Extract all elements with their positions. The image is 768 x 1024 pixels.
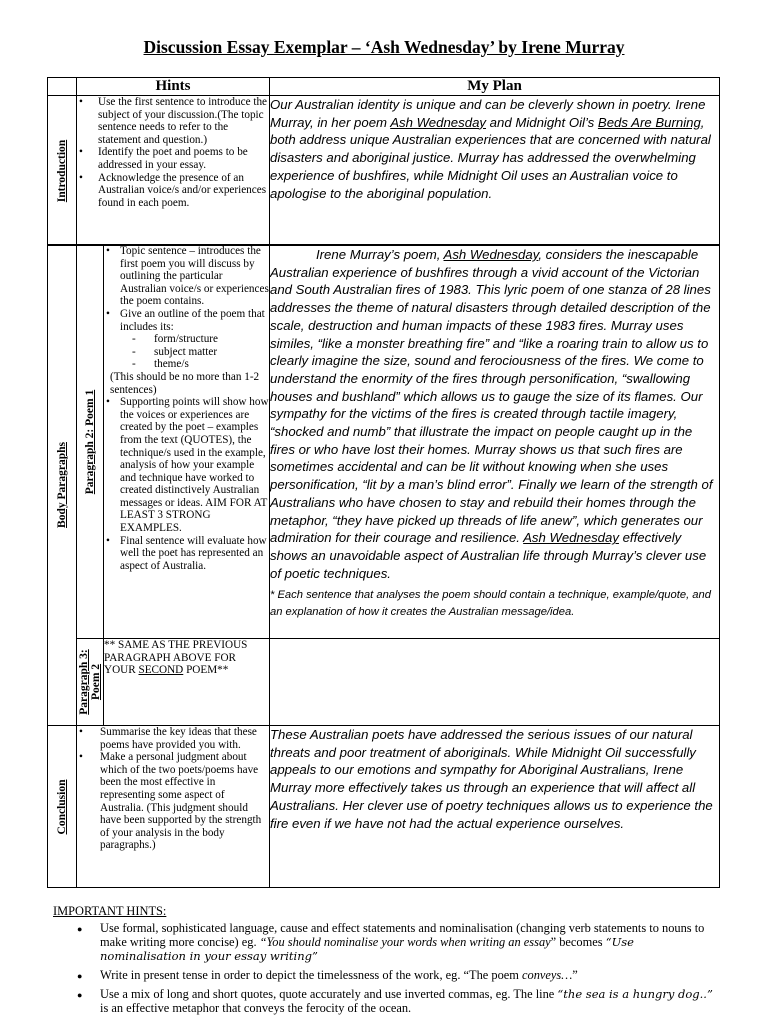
hints-header: Hints <box>77 78 270 96</box>
important-hints <box>53 904 723 1020</box>
intro-hints <box>77 96 270 246</box>
p2-row <box>48 245 720 639</box>
plan-text: , considers the inescapable Australian experience of bushfires through a vivid account of the Victorian and South Australian fires of 1983. This lyric poem of one stanza of 28 lines addresses the theme of natural disasters through detailed description of the scale, destruction and human impacts of these 1983 fires. Murray uses similes, “like a monster breathing fire” and “like a roaring train to allow us to clearly imagine the size, sound and ferociousness of the fires. We come to understand the enormity of the fires through personification, “swallowing houses and bushland” which allows us to gauge the size of its flames. Our sympathy for the victims of the fires is created through tactile imagery, “shocked and numb” that illustrate the impact on people caught up in the fires or who have lost their homes. Murray shows us that such fires are sometimes accidental and can be lit without knowing when she uses personification, “lit by a man’s blind error”. Finally we learn of the strength of Australians who have chosen to stay and rebuild their homes through the metaphor, “they have picked up threads of life anew”, which generates our admiration for their courage and resilience. <box>270 247 713 546</box>
list-item <box>53 968 723 982</box>
p3-label <box>78 649 102 714</box>
p2-label: Paragraph 2: Poem 1 <box>84 389 96 494</box>
list-item <box>53 921 723 963</box>
p3-row <box>48 639 720 726</box>
list-item-text: Give an outline of the poem that includes its: <box>120 307 265 333</box>
list-item: • Acknowledge the presence of an Australian voice/s and/or experiences found in each poem. <box>77 172 269 210</box>
conclusion-row <box>48 726 720 888</box>
hint-text: Use formal, sophisticated language, cause and effect statements and nominalisation (changing verb statements to nouns to make writing more concise) eg. <box>100 921 705 949</box>
poem-title: Ash Wednesday <box>443 247 539 262</box>
p2-label-cell <box>77 245 104 639</box>
p3-label-line: Paragraph 3: <box>78 649 90 715</box>
p3-label-line: Poem 2 <box>90 663 102 701</box>
intro-label-cell <box>48 96 77 246</box>
important-heading: IMPORTANT HINTS: <box>53 904 167 918</box>
plan-text: Irene Murray’s poem, <box>316 247 444 262</box>
list-item: • Supporting points will show how the voices or experiences are created by the poet – examples from the text (QUOTES), the technique/s used in the example, analysis of how your example and technique have worked to created distinctively Australian messages or ideas. AIM FOR AT LEAST 3 STRONG EXAMPLES. <box>104 396 269 535</box>
hint-text: Use a mix of long and short quotes, quote accurately and use inverted commas, eg. The line <box>100 987 558 1001</box>
plan-header: My Plan <box>270 78 720 96</box>
list-item: • Final sentence will evaluate how well the poet has represented an aspect of Australia. <box>104 535 269 573</box>
intro-label: Introduction <box>56 139 68 202</box>
example-quote: “Use nominalisation in your essay writing” <box>100 935 634 963</box>
hint-text: ” <box>572 968 578 982</box>
p3-label-cell <box>77 639 104 726</box>
p2-hints <box>104 245 270 639</box>
conclusion-label-cell <box>48 726 77 888</box>
example-quote: “the sea is a hungry dog..” <box>557 987 713 1001</box>
corner-cell <box>48 78 77 96</box>
plan-text: , both address unique Australian experiences that are concerned with natural disasters and aboriginal justice. Murray has addressed the overwhelming experience of bushfires, while Midnight Oil uses an Australian voice to apologise to the aboriginal population. <box>270 114 711 201</box>
header-row <box>48 78 720 96</box>
p2-plan <box>270 245 720 639</box>
hint-text: is an effective metaphor that conveys the ferocity of the ocean. <box>100 1001 412 1015</box>
p3-plan <box>270 639 720 726</box>
poem-title: Beds Are Burning <box>597 114 701 130</box>
list-item: • Make a personal judgment about which of the two poets/poems have been the most effective in representing some aspect of Australia. (This judgment should have been supported by the strength of your analysis in the body paragraphs.) <box>77 751 269 852</box>
hint-note: (This should be no more than 1-2 sentences) <box>110 370 260 396</box>
p3-hints <box>104 639 270 726</box>
body-label: Body Paragraphs <box>56 442 68 528</box>
hint-text: ” becomes <box>550 935 606 949</box>
conclusion-label: Conclusion <box>56 779 68 834</box>
example-quote: conveys… <box>522 968 573 982</box>
plan-text: effectively shows an unavoidable aspect of Australian life through Murray’s clever use of poetic techniques. <box>270 530 707 581</box>
conclusion-plan: These Australian poets have addressed the serious issues of our natural threats and poor treatment of aboriginals. While Midnight Oil successfully appeals to our emotions and sympathy for Aboriginal Australians, Irene Murray more effectively takes us through an experience that will affect all Australians. Her clever use of poetry techniques allows us to experience the fire even if we have not had the actual experience ourselves. <box>270 726 720 888</box>
list-item: • Use the first sentence to introduce the subject of your discussion.(The topic sentence needs to refer to the statement and question.) <box>77 96 269 146</box>
essay-plan-table <box>47 77 720 246</box>
sub-item: - form/structure <box>120 333 269 346</box>
sub-item: - subject matter <box>120 346 269 359</box>
body-label-cell <box>48 245 77 726</box>
list-item: • Topic sentence – introduces the first poem you will discuss by outlining the particular Australian voice/s or experiences the poem contains. <box>104 245 269 308</box>
list-item <box>53 987 723 1015</box>
list-item: • Identify the poet and poems to be addressed in your essay. <box>77 146 269 171</box>
hint-text: POEM** <box>183 664 229 677</box>
plan-text: and Midnight Oil’s <box>486 114 598 130</box>
hint-text: ** SAME AS THE PREVIOUS PARAGRAPH ABOVE FOR YOUR <box>104 639 248 677</box>
intro-plan <box>270 96 720 246</box>
plan-text: Our Australian identity is unique and can be cleverly shown in poetry. Irene Murray, in her poem <box>270 97 706 130</box>
p2-plan-paragraph <box>270 246 719 582</box>
intro-row <box>48 96 720 246</box>
sub-item: - theme/s <box>120 358 269 371</box>
body-table <box>47 244 720 726</box>
conclusion-table <box>47 725 720 888</box>
example-quote: “You should nominalise your words when writing an essay <box>259 935 551 949</box>
hint-text: Write in present tense in order to depict the timelessness of the work, eg. “The poem <box>100 968 523 982</box>
list-item <box>104 308 269 396</box>
poem-title: Ash Wednesday <box>390 114 486 130</box>
list-item: • Summarise the key ideas that these poems have provided you with. <box>77 726 269 751</box>
conclusion-hints <box>77 726 270 888</box>
hint-emphasis: SECOND <box>138 664 184 677</box>
poem-title: Ash Wednesday <box>523 530 619 546</box>
page-title: Discussion Essay Exemplar – ‘Ash Wednesday’ by Irene Murray <box>143 37 625 57</box>
analysis-note: * Each sentence that analyses the poem should contain a technique, example/quote, and an explanation of how it creates the Australian message/idea. <box>270 589 711 619</box>
